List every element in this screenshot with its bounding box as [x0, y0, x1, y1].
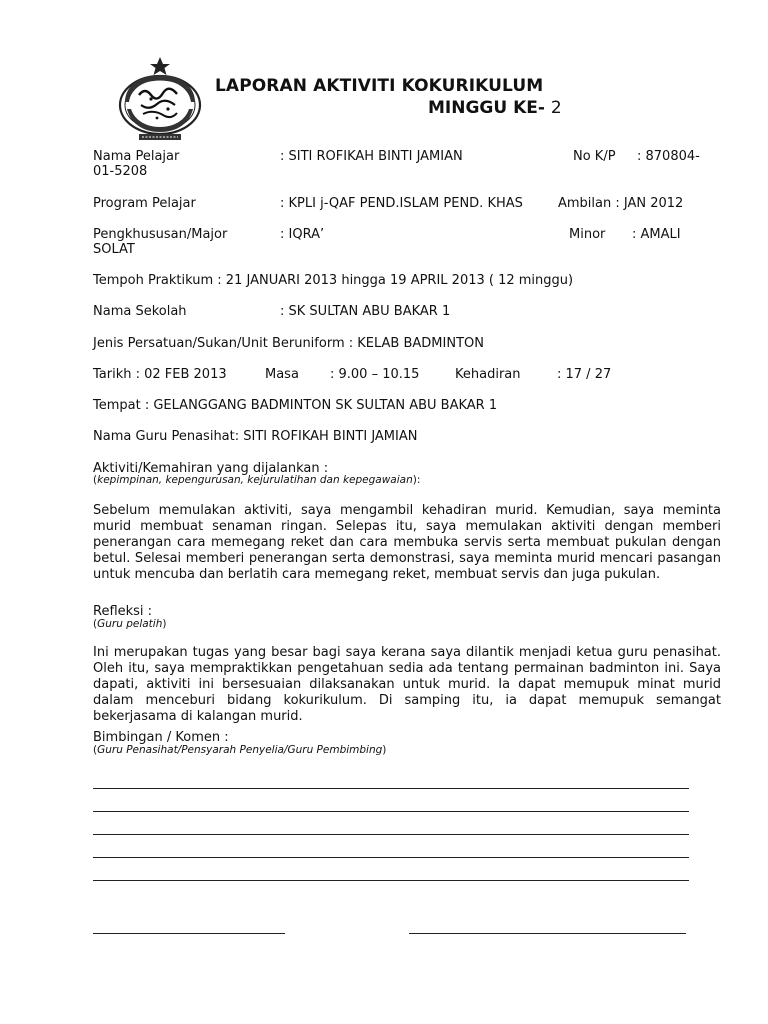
student-name-label: Nama Pelajar	[93, 149, 180, 164]
school-label: Nama Sekolah	[93, 304, 187, 319]
guidance-note-open: (	[93, 744, 98, 756]
major-value: : IQRA’	[280, 227, 325, 242]
comment-line	[93, 857, 689, 858]
comment-line	[93, 811, 689, 812]
activity-note	[93, 474, 420, 486]
week-label: MINGGU KE-	[428, 98, 545, 118]
report-title: LAPORAN AKTIVITI KOKURIKULUM	[215, 76, 544, 96]
program-value: : KPLI j-QAF PEND.ISLAM PEND. KHAS	[280, 196, 523, 211]
venue: Tempat : GELANGGANG BADMINTON SK SULTAN ABU BAKAR 1	[93, 398, 498, 413]
comment-line	[93, 788, 689, 789]
minor-label: Minor	[569, 227, 606, 242]
guidance-note	[93, 744, 386, 756]
reflection-note-close: )	[162, 618, 167, 630]
student-name-value: : SITI ROFIKAH BINTI JAMIAN	[280, 149, 463, 164]
activity-note-close: ):	[412, 474, 421, 486]
activity-description: Sebelum memulakan aktiviti, saya mengambil kehadiran murid. Kemudian, saya meminta murid membuat senaman ringan. Selepas itu, saya memulakan aktiviti dengan memberi penerangan cara memegang reket dan cara membuka servis serta membuat pukulan dengan betul. Selesai memberi penerangan serta demonstrasi, saya meminta murid mencari pasangan untuk mencuba dan berlatih cara memegang reket, membuat servis dan juga pukulan.	[93, 503, 721, 582]
comment-line	[93, 880, 689, 881]
major-label: Pengkhususan/Major	[93, 227, 228, 242]
guidance-heading: Bimbingan / Komen :	[93, 730, 229, 745]
date-value: Tarikh : 02 FEB 2013	[93, 367, 227, 382]
advisor-teacher: Nama Guru Penasihat: SITI ROFIKAH BINTI JAMIAN	[93, 429, 418, 444]
institute-logo-emblem	[113, 57, 207, 143]
ic-number-value: : 870804-	[637, 149, 700, 164]
intake-value: Ambilan : JAN 2012	[558, 196, 684, 211]
week-number: 2	[550, 98, 562, 118]
signature-line-left	[93, 933, 285, 934]
time-value: : 9.00 – 10.15	[330, 367, 420, 382]
activity-note-open: (	[93, 474, 98, 486]
minor-value: : AMALI	[632, 227, 681, 242]
reflection-description: Ini merupakan tugas yang besar bagi saya kerana saya dilantik menjadi ketua guru penasihat. Oleh itu, saya mempraktikkan pengetahuan sedia ada tentang permainan badminton ini. Saya dapati, aktiviti ini bersesuaian dilaksanakan untuk murid. Ia dapat memupuk minat murid dalam menceburi bidang kokurikulum. Di samping itu, ia dapat memupuk semangat bekerjasama di kalangan murid.	[93, 645, 721, 724]
practicum-period: Tempoh Praktikum : 21 JANUARI 2013 hingga 19 APRIL 2013 ( 12 minggu)	[93, 273, 574, 288]
minor-value-continuation: SOLAT	[93, 242, 135, 257]
reflection-heading: Refleksi :	[93, 604, 153, 619]
reflection-note	[93, 618, 167, 630]
comment-line	[93, 834, 689, 835]
activity-heading: Aktiviti/Kemahiran yang dijalankan :	[93, 461, 329, 476]
program-label: Program Pelajar	[93, 196, 196, 211]
activity-note-text: kepimpinan, kepengurusan, kejurulatihan dan kepegawaian	[97, 474, 413, 486]
ic-number-label: No K/P	[573, 149, 616, 164]
reflection-note-text: Guru pelatih	[97, 618, 163, 630]
guidance-note-text: Guru Penasihat/Pensyarah Penyelia/Guru Pembimbing	[97, 744, 383, 756]
signature-line-right	[409, 933, 686, 934]
time-label: Masa	[265, 367, 299, 382]
guidance-note-close: )	[382, 744, 387, 756]
school-value: : SK SULTAN ABU BAKAR 1	[280, 304, 451, 319]
ic-number-continuation: 01-5208	[93, 164, 148, 179]
club-type: Jenis Persatuan/Sukan/Unit Beruniform : KELAB BADMINTON	[93, 336, 484, 351]
attendance-label: Kehadiran	[455, 367, 521, 382]
attendance-value: : 17 / 27	[557, 367, 612, 382]
report-subtitle-week	[428, 98, 562, 118]
reflection-note-open: (	[93, 618, 98, 630]
